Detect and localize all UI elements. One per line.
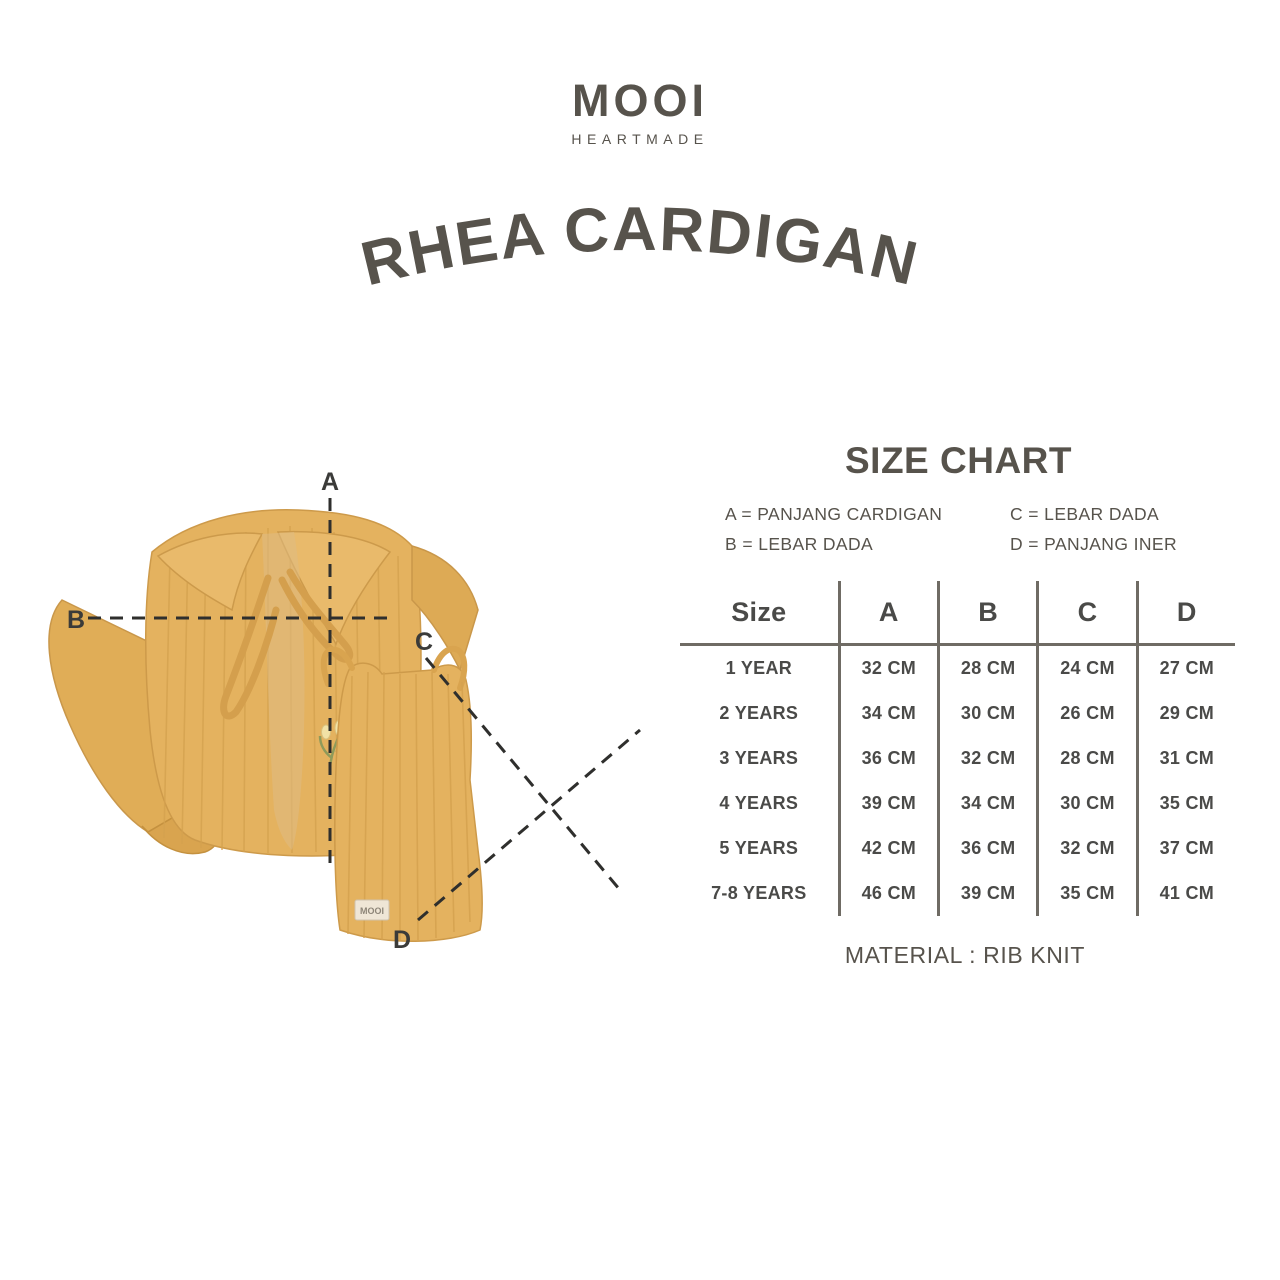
brand-tagline: HEARTMADE <box>571 131 709 147</box>
marker-a-label: A <box>320 468 340 496</box>
page-title-arc <box>140 200 1140 330</box>
brand-block <box>0 75 1280 147</box>
header-b: B <box>939 581 1038 645</box>
cell-a: 42 CM <box>839 826 938 871</box>
cell-a: 34 CM <box>839 691 938 736</box>
table-row <box>680 645 1235 692</box>
cell-d: 31 CM <box>1137 736 1235 781</box>
cell-b: 34 CM <box>939 781 1038 826</box>
marker-b-label: B <box>66 606 86 634</box>
page-title <box>0 200 1280 330</box>
size-chart-heading: SIZE CHART <box>845 440 1072 481</box>
cell-d: 27 CM <box>1137 645 1235 692</box>
brand-name: MOOI <box>572 75 708 126</box>
cell-b: 36 CM <box>939 826 1038 871</box>
cell-size: 1 YEAR <box>725 658 793 678</box>
cell-size: 2 YEARS <box>719 703 799 723</box>
legend-item-a: A = PANJANG CARDIGAN <box>725 504 943 524</box>
marker-c-label: C <box>414 628 434 656</box>
product-illustration <box>30 460 710 980</box>
table-row <box>680 826 1235 871</box>
legend-item-c: C = LEBAR DADA <box>1010 504 1160 524</box>
svg-text:RHEA CARDIGAN <box>355 200 925 299</box>
cell-size: 3 YEARS <box>719 748 799 768</box>
marker-d-label: D <box>392 926 412 954</box>
table-row <box>680 871 1235 916</box>
cell-d: 29 CM <box>1137 691 1235 736</box>
cell-c: 24 CM <box>1038 645 1137 692</box>
cell-d: 41 CM <box>1137 871 1235 916</box>
cell-d: 37 CM <box>1137 826 1235 871</box>
cell-b: 32 CM <box>939 736 1038 781</box>
legend-item-b: B = LEBAR DADA <box>725 534 874 554</box>
cell-a: 36 CM <box>839 736 938 781</box>
cell-a: 46 CM <box>839 871 938 916</box>
cell-d: 35 CM <box>1137 781 1235 826</box>
table-row <box>680 691 1235 736</box>
cell-a: 32 CM <box>839 645 938 692</box>
table-row <box>680 736 1235 781</box>
measurement-legend <box>725 504 1250 555</box>
cell-size: 5 YEARS <box>719 838 799 858</box>
cell-a: 39 CM <box>839 781 938 826</box>
cell-b: 28 CM <box>939 645 1038 692</box>
header-c: C <box>1038 581 1137 645</box>
cell-c: 26 CM <box>1038 691 1137 736</box>
header-d: D <box>1137 581 1235 645</box>
cell-c: 28 CM <box>1038 736 1137 781</box>
cell-size: 4 YEARS <box>719 793 799 813</box>
table-header-row <box>680 581 1235 645</box>
header-a: A <box>839 581 938 645</box>
table-row <box>680 781 1235 826</box>
cell-b: 30 CM <box>939 691 1038 736</box>
size-chart-block <box>680 440 1250 969</box>
garment-diagram <box>30 460 710 980</box>
size-table <box>680 581 1235 916</box>
cell-c: 32 CM <box>1038 826 1137 871</box>
legend-item-d: D = PANJANG INER <box>1010 534 1178 554</box>
cell-c: 35 CM <box>1038 871 1137 916</box>
inner-tank-graphic <box>324 649 482 941</box>
cell-c: 30 CM <box>1038 781 1137 826</box>
header-size: Size <box>680 581 839 645</box>
material-note: MATERIAL : RIB KNIT <box>844 942 1086 968</box>
cell-b: 39 CM <box>939 871 1038 916</box>
tank-label-tag: MOOI <box>360 906 384 916</box>
cell-size: 7-8 YEARS <box>711 883 807 903</box>
page-title-text: RHEA CARDIGAN <box>354 200 926 300</box>
